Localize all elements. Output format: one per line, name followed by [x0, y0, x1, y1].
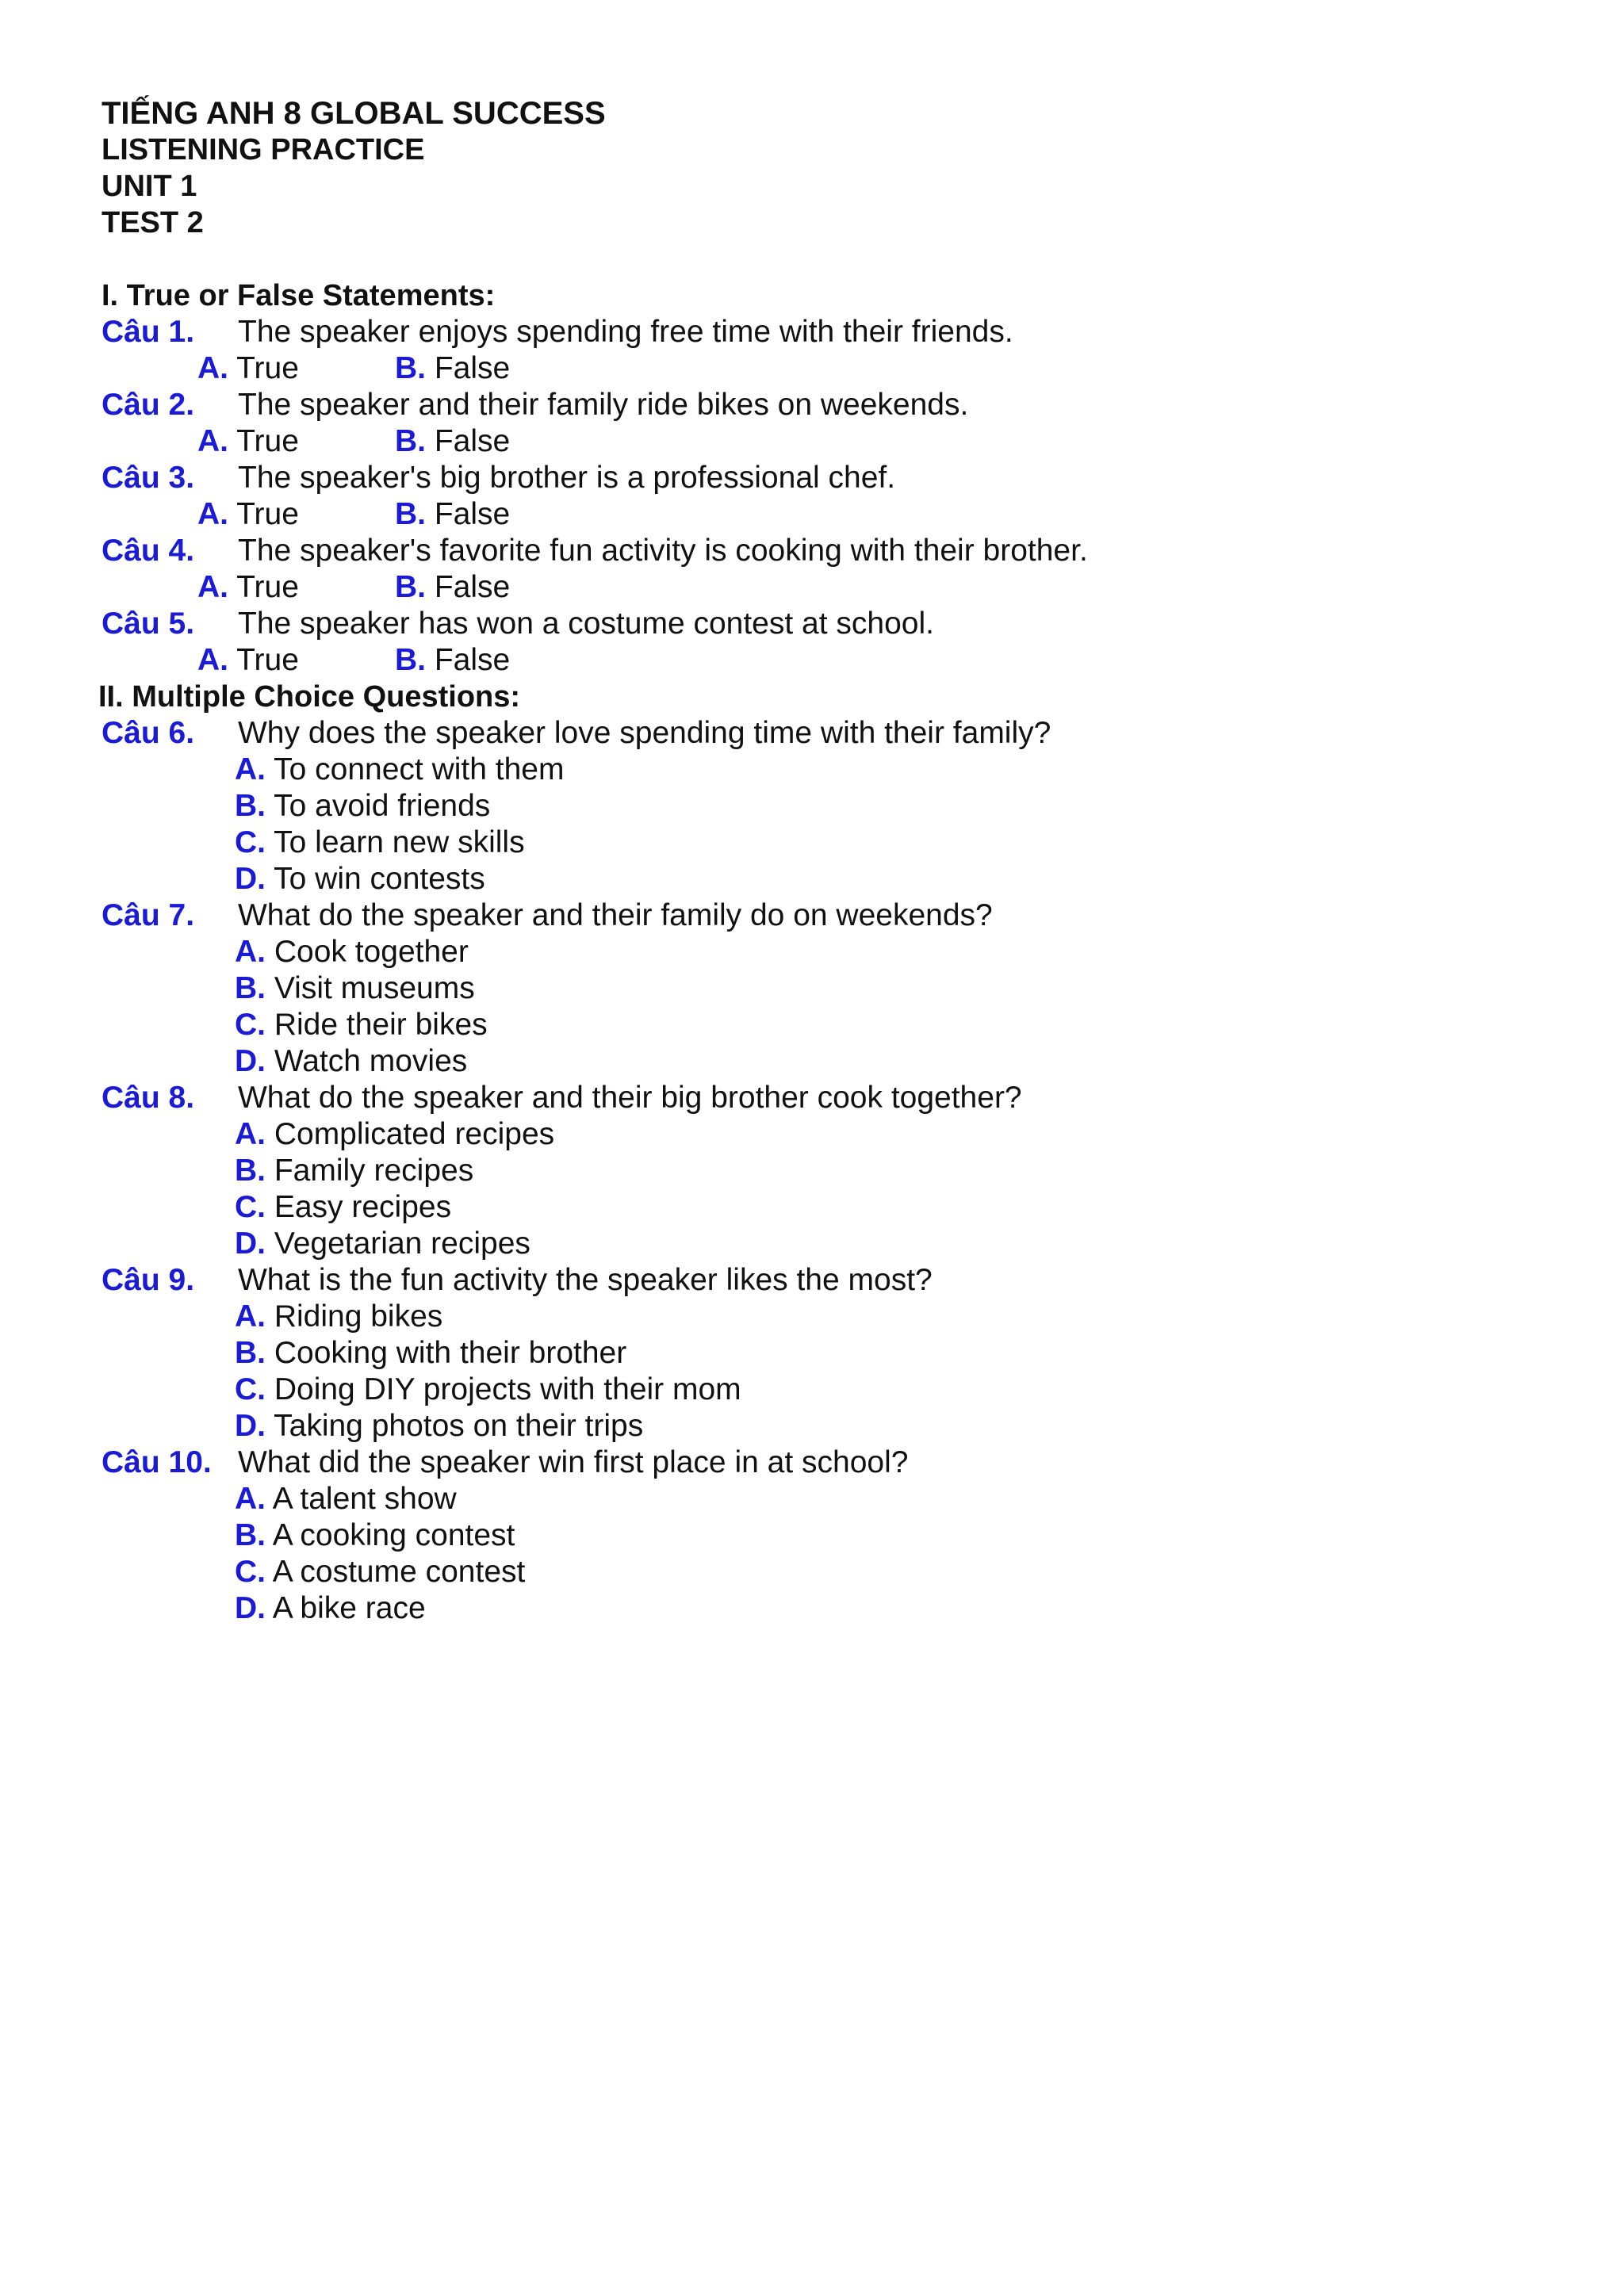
option-c[interactable] [235, 1189, 451, 1226]
multiple-choice-question [102, 1445, 1529, 1627]
option-d[interactable] [235, 1043, 467, 1080]
option-label: A. [235, 752, 266, 786]
option-label: B. [235, 1336, 266, 1370]
option-a[interactable] [235, 934, 469, 970]
option-label: D. [235, 862, 266, 896]
option-label: A. [235, 1299, 266, 1334]
option-c[interactable] [235, 1554, 525, 1590]
option-a[interactable] [197, 496, 299, 533]
option-a[interactable] [235, 1299, 442, 1335]
option-text: True [236, 424, 299, 458]
option-text: True [236, 351, 299, 385]
question-number: Câu 8. [102, 1081, 195, 1115]
option-d[interactable] [235, 1590, 426, 1627]
option-text: True [236, 570, 299, 604]
question-text: Why does the speaker love spending time with their family? [238, 716, 1051, 750]
option-label: A. [235, 1482, 266, 1516]
option-text: Family recipes [274, 1154, 474, 1188]
question-text: The speaker's favorite fun activity is cooking with their brother. [238, 534, 1088, 568]
option-label: B. [235, 789, 266, 823]
option-d[interactable] [235, 1226, 530, 1262]
option-d[interactable] [235, 1408, 643, 1445]
option-label: B. [395, 643, 426, 677]
option-a[interactable] [197, 423, 299, 460]
option-text: Cook together [274, 935, 469, 969]
question-text: What do the speaker and their family do on weekends? [238, 898, 993, 932]
question-text: The speaker enjoys spending free time with their friends. [238, 315, 1013, 349]
option-text: A cooking contest [272, 1518, 515, 1552]
option-label: B. [395, 570, 426, 604]
question-text: The speaker's big brother is a professional chef. [238, 461, 896, 495]
option-text: A costume contest [272, 1555, 526, 1589]
option-a[interactable] [235, 1116, 554, 1153]
option-label: B. [235, 1154, 266, 1188]
multiple-choice-question [102, 897, 1529, 1080]
option-text: To win contests [274, 862, 485, 896]
option-text: Vegetarian recipes [274, 1226, 530, 1261]
option-label: B. [235, 1518, 266, 1552]
option-text: Taking photos on their trips [274, 1409, 644, 1443]
question-text: The speaker and their family ride bikes on weekends. [238, 388, 969, 422]
test-label: TEST 2 [102, 206, 204, 239]
option-text: Complicated recipes [274, 1117, 555, 1151]
option-label: A. [235, 1117, 266, 1151]
option-text: Visit museums [274, 971, 475, 1005]
option-b[interactable] [395, 350, 510, 387]
option-label: C. [235, 1190, 266, 1224]
option-label: D. [235, 1591, 266, 1625]
option-text: A bike race [272, 1591, 426, 1625]
option-text: Watch movies [274, 1044, 468, 1078]
option-label: B. [395, 424, 426, 458]
multiple-choice-question [102, 715, 1529, 897]
true-false-question [102, 533, 1529, 606]
true-false-question [102, 387, 1529, 460]
question-number: Câu 3. [102, 461, 195, 495]
option-b[interactable] [235, 1517, 515, 1554]
option-c[interactable] [235, 825, 525, 861]
option-b[interactable] [235, 788, 490, 825]
option-text: To connect with them [274, 752, 565, 786]
option-text: A talent show [272, 1482, 457, 1516]
option-label: A. [197, 570, 228, 604]
multiple-choice-question [102, 1262, 1529, 1445]
question-number: Câu 4. [102, 534, 195, 568]
option-text: False [434, 643, 511, 677]
option-label: A. [197, 351, 228, 385]
option-label: C. [235, 1372, 266, 1406]
question-text: What is the fun activity the speaker likes the most? [238, 1263, 933, 1297]
section-1-heading: I. True or False Statements: [102, 279, 496, 312]
true-false-question [102, 314, 1529, 387]
option-c[interactable] [235, 1372, 741, 1408]
option-b[interactable] [235, 970, 475, 1007]
option-text: Ride their bikes [274, 1008, 488, 1042]
question-number: Câu 1. [102, 315, 195, 349]
question-text: The speaker has won a costume contest at school. [238, 607, 934, 641]
option-text: To learn new skills [274, 825, 525, 859]
question-number: Câu 7. [102, 898, 195, 932]
option-label: B. [395, 351, 426, 385]
option-text: False [434, 351, 511, 385]
option-text: False [434, 570, 511, 604]
option-label: A. [197, 643, 228, 677]
multiple-choice-question [102, 1080, 1529, 1262]
question-number: Câu 9. [102, 1263, 195, 1297]
document-subtitle: LISTENING PRACTICE [102, 133, 425, 166]
option-text: Easy recipes [274, 1190, 452, 1224]
option-label: A. [197, 497, 228, 531]
option-b[interactable] [395, 642, 510, 679]
option-a[interactable] [197, 569, 299, 606]
option-text: False [434, 424, 511, 458]
question-number: Câu 2. [102, 388, 195, 422]
header-spacer [102, 241, 1529, 277]
option-label: A. [197, 424, 228, 458]
option-b[interactable] [395, 496, 510, 533]
section-2-heading: II. Multiple Choice Questions: [98, 680, 521, 714]
option-b[interactable] [235, 1335, 626, 1372]
option-label: C. [235, 1555, 266, 1589]
true-false-question [102, 460, 1529, 533]
option-text: To avoid friends [274, 789, 491, 823]
option-text: False [434, 497, 511, 531]
option-label: D. [235, 1409, 266, 1443]
option-text: Cooking with their brother [274, 1336, 627, 1370]
unit-label: UNIT 1 [102, 170, 197, 203]
option-b[interactable] [235, 1153, 473, 1189]
option-a[interactable] [197, 350, 299, 387]
question-text: What do the speaker and their big brother cook together? [238, 1081, 1022, 1115]
question-text: What did the speaker win first place in at school? [238, 1445, 909, 1479]
option-label: D. [235, 1226, 266, 1261]
option-text: Riding bikes [274, 1299, 443, 1334]
question-number: Câu 6. [102, 716, 195, 750]
option-label: C. [235, 825, 266, 859]
true-false-question [102, 606, 1529, 679]
option-text: True [236, 497, 299, 531]
question-number: Câu 10. [102, 1445, 212, 1479]
option-b[interactable] [395, 423, 510, 460]
question-number: Câu 5. [102, 607, 195, 641]
option-label: B. [235, 971, 266, 1005]
option-label: B. [395, 497, 426, 531]
option-b[interactable] [395, 569, 510, 606]
option-label: A. [235, 935, 266, 969]
option-a[interactable] [235, 752, 565, 788]
option-c[interactable] [235, 1007, 488, 1043]
document-title: TIẾNG ANH 8 GLOBAL SUCCESS [102, 96, 606, 131]
worksheet-page [98, 95, 1529, 1627]
option-label: D. [235, 1044, 266, 1078]
option-text: True [236, 643, 299, 677]
option-label: C. [235, 1008, 266, 1042]
option-a[interactable] [235, 1481, 457, 1517]
option-a[interactable] [197, 642, 299, 679]
option-d[interactable] [235, 861, 485, 897]
option-text: Doing DIY projects with their mom [274, 1372, 741, 1406]
